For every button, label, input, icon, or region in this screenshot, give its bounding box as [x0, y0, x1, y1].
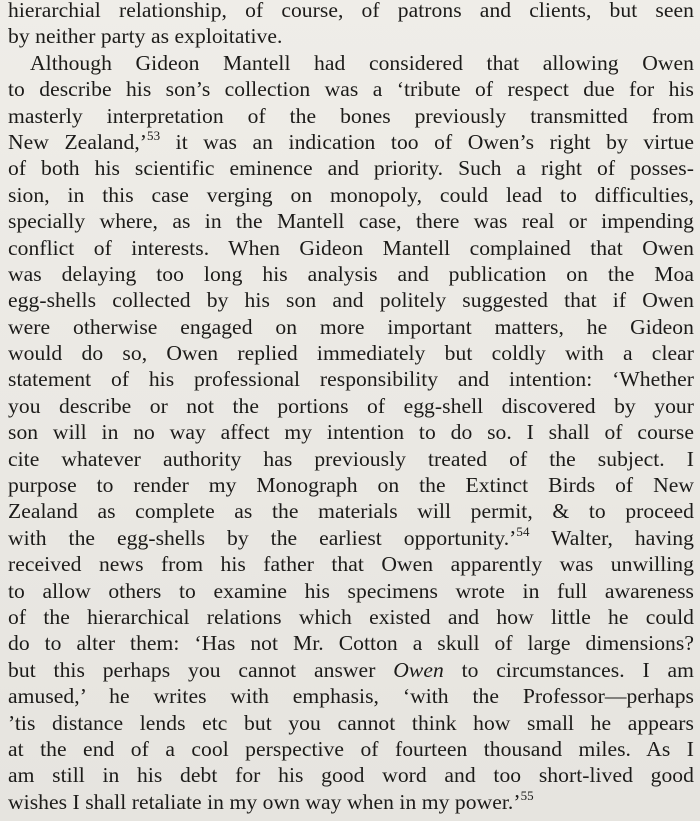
text-line: ’tis distance lends etc but you cannot think how small he appears: [8, 710, 694, 735]
text-line: specially where, as in the Mantell case, there was real or impending: [8, 209, 694, 234]
text-line: of the hierarchical relations which existed and how little he could: [8, 604, 694, 629]
text-line: were otherwise engaged on more important matters, he Gideon: [8, 314, 694, 339]
text-line: Although Gideon Mantell had considered that allowing Owen: [30, 50, 694, 75]
text-line: to allow others to examine his specimens wrote in full awareness: [8, 578, 694, 603]
body-text: [8, 0, 694, 815]
text-line: purpose to render my Monograph on the Extinct Birds of New: [8, 473, 694, 498]
text-line: of both his scientific eminence and priority. Such a right of posses-: [8, 156, 694, 181]
footnote-marker: 54: [516, 523, 530, 539]
footnote-marker: 55: [520, 787, 534, 803]
emphasis-text: Owen: [393, 657, 444, 682]
text-line: by neither party as exploitative.: [8, 24, 283, 49]
text-line: statement of his professional responsibility and intention: ‘Whether: [8, 367, 694, 392]
text-line: egg-shells collected by his son and politely suggested that if Owen: [8, 288, 694, 313]
text-line: New Zealand,’$^{53}$ it was an indication too of Owen’s right by virtue: [8, 127, 694, 154]
text-line: to describe his son’s collection was a ‘tribute of respect due for his: [8, 77, 694, 102]
text-line: was delaying too long his analysis and publication on the Moa: [8, 261, 694, 286]
text-line: but this perhaps you cannot answer Owen to circumstances. I am: [8, 657, 694, 682]
text-line: cite whatever authority has previously treated of the subject. I: [8, 446, 694, 471]
text-line: would do so, Owen replied immediately but coldly with a clear: [8, 341, 694, 366]
text-line: do to alter them: ‘Has not Mr. Cotton a skull of large dimensions?: [8, 631, 694, 656]
text-line: with the egg-shells by the earliest opportunity.’$^{54}$ Walter, having: [8, 523, 694, 550]
text-line: hierarchial relationship, of course, of patrons and clients, but seen: [8, 0, 694, 22]
footnote-marker: 53: [147, 127, 161, 143]
paragraph: [8, 0, 694, 50]
text-line: at the end of a cool perspective of fourteen thousand miles. As I: [8, 736, 694, 761]
text-line: son will in no way affect my intention to do so. I shall of course: [8, 420, 694, 445]
text-line: received news from his father that Owen apparently was unwilling: [8, 552, 694, 577]
text-line: amused,’ he writes with emphasis, ‘with the Professor—perhaps: [8, 684, 694, 709]
text-line: masterly interpretation of the bones previously transmitted from: [8, 103, 694, 128]
text-line: sion, in this case verging on monopoly, could lead to difficulties,: [8, 182, 694, 207]
paragraph: [8, 50, 694, 815]
text-line: conflict of interests. When Gideon Mantell complained that Owen: [8, 235, 694, 260]
text-line: am still in his debt for his good word and too short-lived good: [8, 763, 694, 788]
text-line: Zealand as complete as the materials will permit, & to proceed: [8, 499, 694, 524]
text-line: wishes I shall retaliate in my own way when in my power.’$^{55}$: [8, 787, 534, 814]
text-line: you describe or not the portions of egg-shell discovered by your: [8, 393, 694, 418]
